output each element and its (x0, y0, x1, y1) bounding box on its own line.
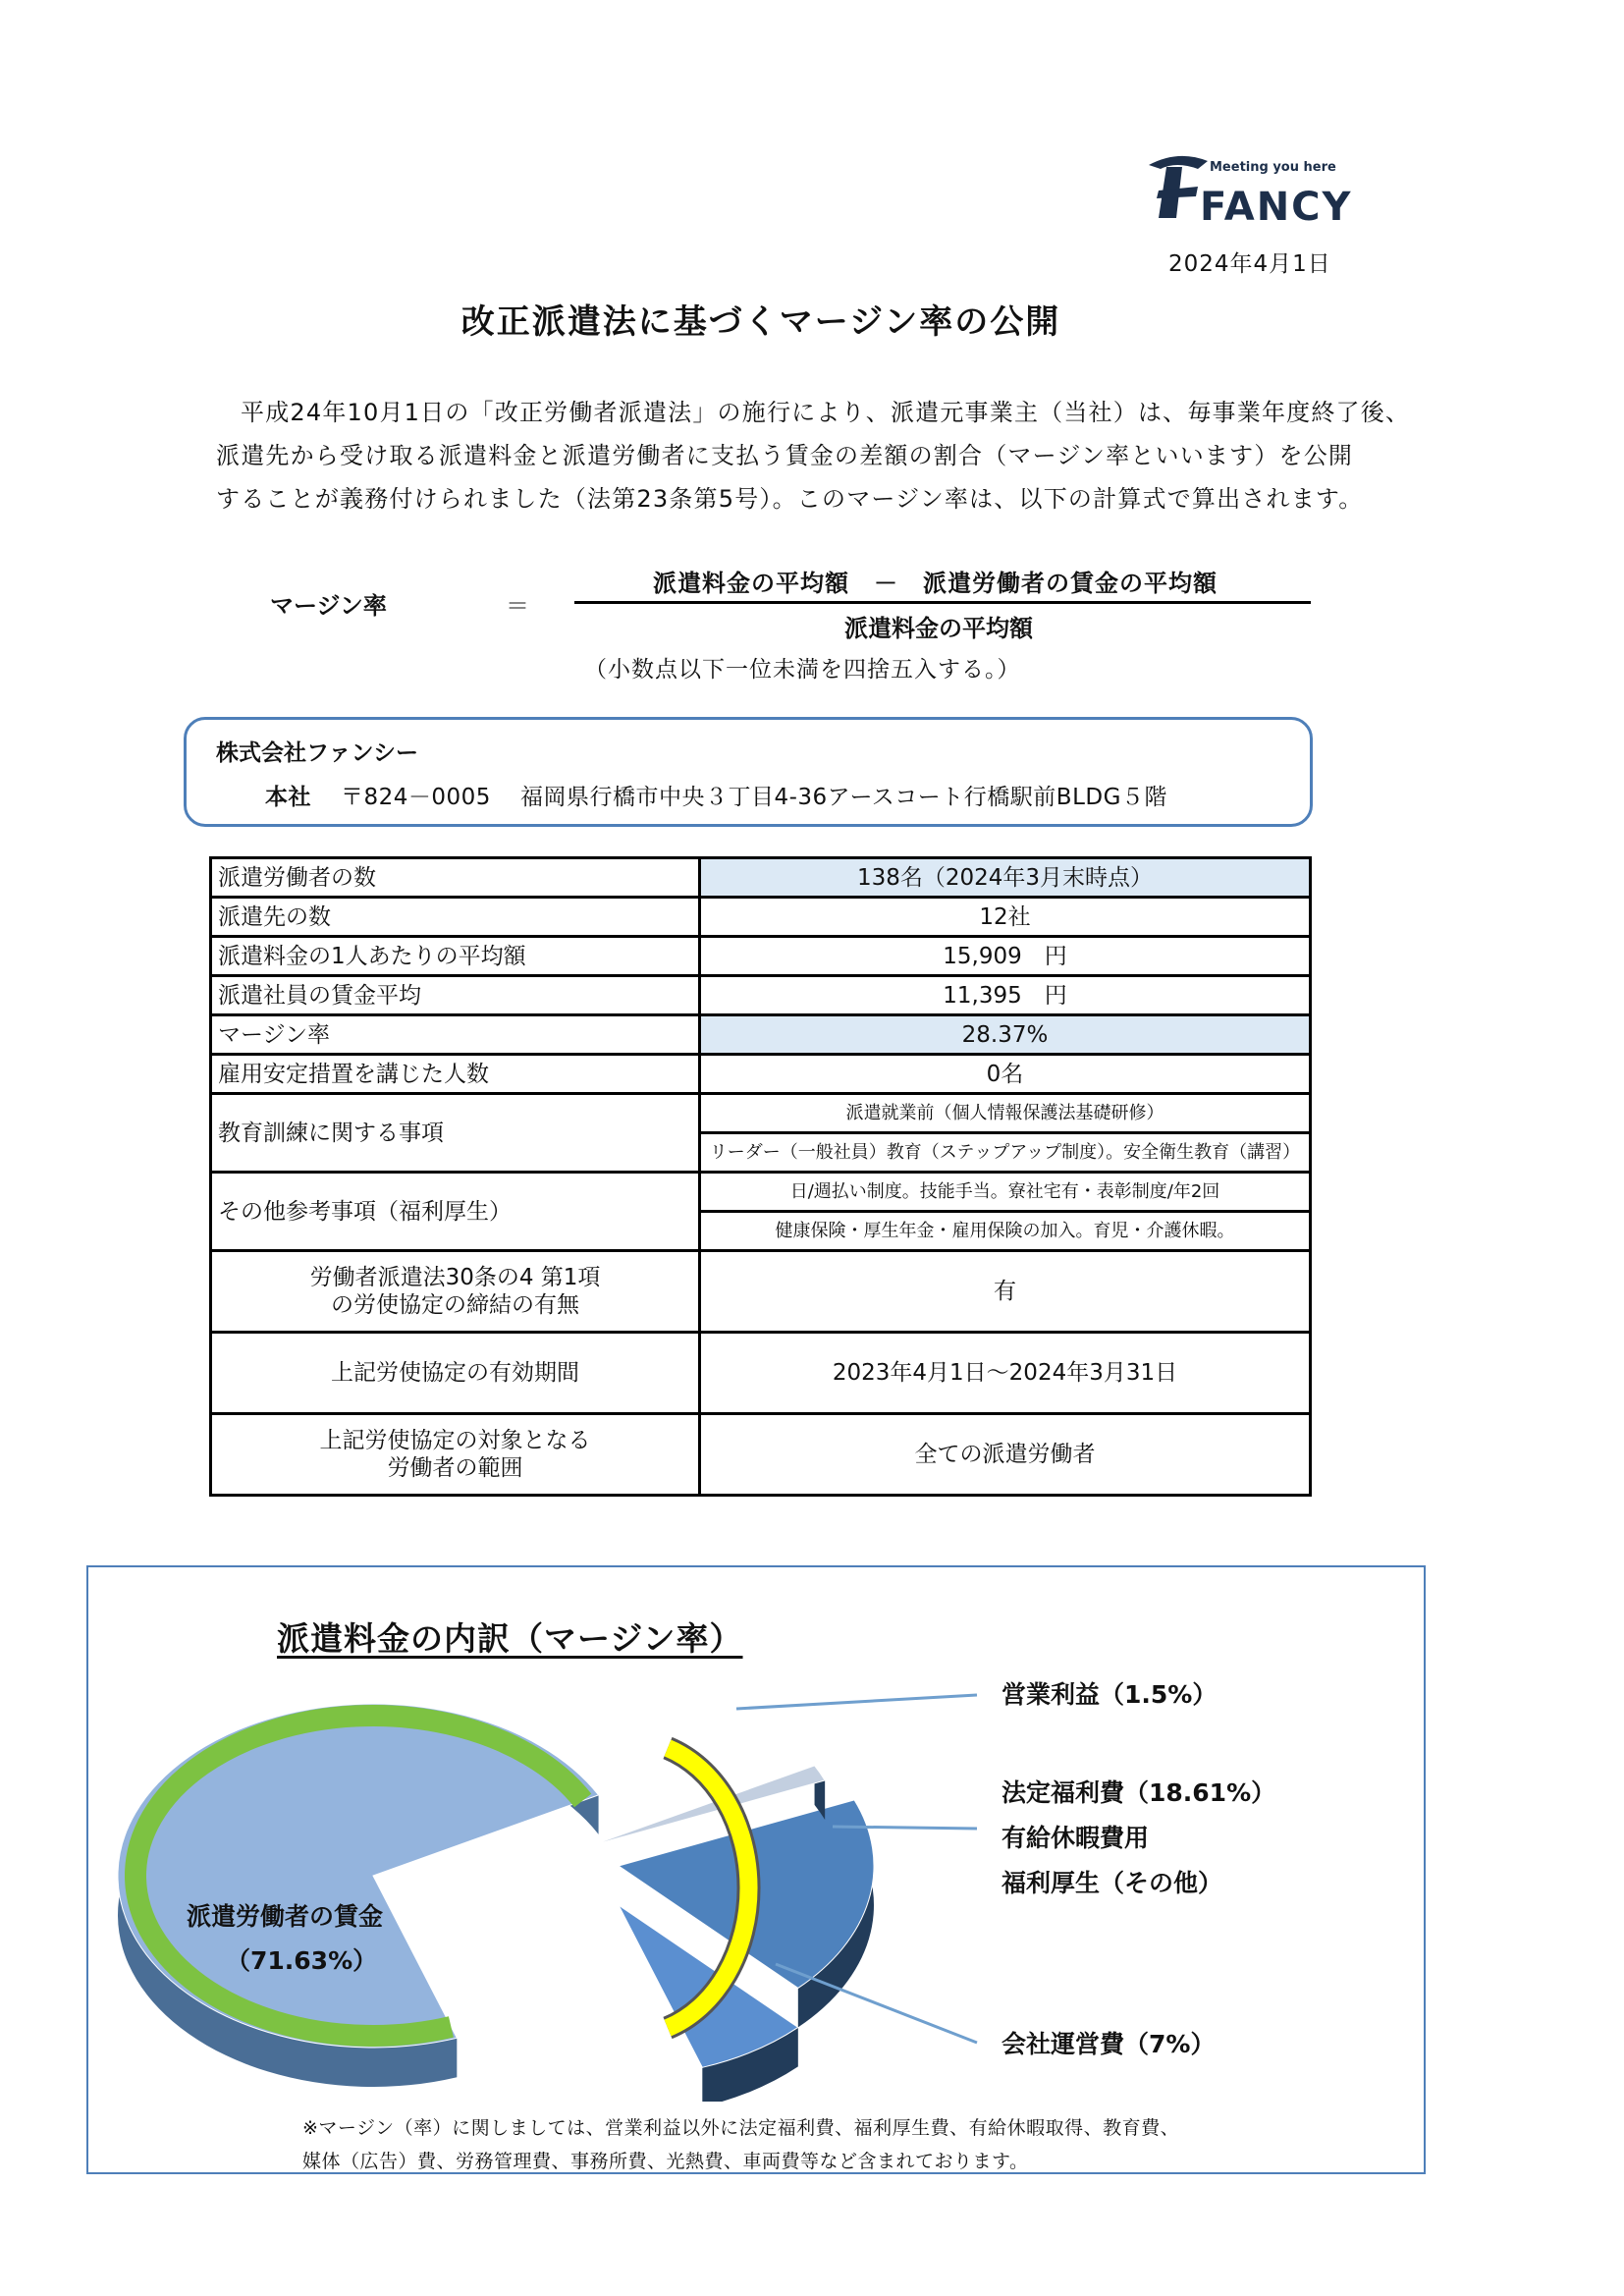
agreement-label (211, 1251, 700, 1333)
row-value: 11,395 円 (700, 976, 1311, 1015)
education-label: 教育訓練に関する事項 (211, 1094, 700, 1173)
formula-fraction-bar (574, 601, 1311, 604)
table-row (211, 1055, 1311, 1094)
welfare-value-1: 日/週払い制度。技能手当。寮社宅有・表彰制度/年2回 (700, 1173, 1311, 1212)
formula-numerator: 派遣料金の平均額 － 派遣労働者の賃金の平均額 (653, 570, 1218, 597)
formula-rounding-note: （小数点以下一位未満を四捨五入する。） (584, 657, 1021, 683)
label-welfare-line-3: 福利厚生（その他） (1001, 1869, 1223, 1897)
table-row (211, 1173, 1311, 1212)
leader-line-welfare (833, 1827, 977, 1829)
office-label: 本社 (265, 785, 311, 810)
agreement-label-line-1: 労働者派遣法30条の4 第1項 (309, 1265, 601, 1290)
address-text: 福岡県行橋市中央３丁目4-36アースコート行橋駅前BLDG５階 (519, 785, 1167, 810)
footnote-line-1: ※マージン（率）に関しましては、営業利益以外に法定福利費、福利厚生費、有給休暇取得、教育費、 (302, 2117, 1180, 2139)
table-row (211, 1333, 1311, 1414)
education-value-1: 派遣就業前（個人情報保護法基礎研修） (700, 1094, 1311, 1133)
chart-footnote (302, 2111, 1179, 2178)
leader-line-operating-profit (736, 1695, 977, 1709)
table-row (211, 976, 1311, 1015)
row-label: 派遣社員の賃金平均 (211, 976, 700, 1015)
welfare-label: その他参考事項（福利厚生） (211, 1173, 700, 1251)
table-row (211, 858, 1311, 898)
company-name: 株式会社ファンシー (216, 740, 418, 766)
formula-denominator: 派遣料金の平均額 (844, 615, 1033, 642)
label-wages: 派遣労働者の賃金 (187, 1902, 384, 1931)
footnote-line-2: 媒体（広告）費、労務管理費、事務所費、光熱費、車両費等など含まれております。 (302, 2151, 1029, 2172)
margin-breakdown-pie (88, 1669, 1424, 2102)
page-title: 改正派遣法に基づくマージン率の公開 (460, 302, 1061, 342)
intro-line-3: することが義務付けられました（法第23条第5号）。このマージン率は、以下の計算式で算出されます。 (216, 485, 1364, 513)
formula-label: マージン率 (270, 592, 387, 620)
row-value: 12社 (700, 898, 1311, 937)
table-row (211, 1414, 1311, 1496)
label-operating-cost: 会社運営費（7%） (1001, 2030, 1216, 2058)
table-row (211, 1094, 1311, 1133)
logo-tagline: Meeting you here (1210, 160, 1336, 175)
company-address (265, 779, 1167, 811)
scope-label-line-2: 労働者の範囲 (387, 1455, 523, 1481)
row-label: 雇用安定措置を講じた人数 (211, 1055, 700, 1094)
table-row (211, 1015, 1311, 1055)
period-label: 上記労使協定の有効期間 (211, 1333, 700, 1414)
label-welfare-line-2: 有給休暇費用 (1001, 1824, 1150, 1852)
education-value-2: リーダー（一般社員）教育（ステップアップ制度）。安全衛生教育（講習） (700, 1133, 1311, 1173)
label-wages-value: （71.63%） (226, 1946, 378, 1975)
row-label: 派遣先の数 (211, 898, 700, 937)
disclosure-table (209, 856, 1312, 1497)
row-label: 派遣労働者の数 (211, 858, 700, 898)
label-operating-profit: 営業利益（1.5%） (1001, 1680, 1218, 1709)
welfare-value-2: 健康保険・厚生年金・雇用保険の加入。育児・介護休暇。 (700, 1212, 1311, 1251)
chart-title: 派遣料金の内訳（マージン率） (277, 1619, 743, 1658)
agreement-label-line-2: の労使協定の締結の有無 (331, 1292, 579, 1318)
scope-label-line-1: 上記労使協定の対象となる (319, 1428, 591, 1453)
period-value: 2023年4月1日～2024年3月31日 (700, 1333, 1311, 1414)
formula-equals: ＝ (506, 592, 529, 620)
table-row (211, 937, 1311, 976)
postal-code: 〒824－0005 (341, 785, 491, 810)
intro-line-1: 平成24年10月1日の「改正労働者派遣法」の施行により、派遣元事業主（当社）は、毎事業年度終了後、 (241, 399, 1411, 426)
agreement-value: 有 (700, 1251, 1311, 1333)
table-row (211, 1251, 1311, 1333)
row-value: 15,909 円 (700, 937, 1311, 976)
logo-wordmark: FANCY (1200, 185, 1353, 230)
intro-line-2: 派遣先から受け取る派遣料金と派遣労働者に支払う賃金の差額の割合（マージン率といいます）を公開 (216, 442, 1354, 469)
fancy-logo (1139, 147, 1375, 236)
label-welfare-line-1: 法定福利費（18.61%） (1001, 1778, 1276, 1807)
row-value: 138名（2024年3月末時点） (700, 858, 1311, 898)
row-label: マージン率 (211, 1015, 700, 1055)
table-row (211, 898, 1311, 937)
row-label: 派遣料金の1人あたりの平均額 (211, 937, 700, 976)
margin-rate-value: 28.37% (700, 1015, 1311, 1055)
scope-label (211, 1414, 700, 1496)
document-date: 2024年4月1日 (1168, 251, 1331, 277)
row-value: 0名 (700, 1055, 1311, 1094)
scope-value: 全ての派遣労働者 (700, 1414, 1311, 1496)
